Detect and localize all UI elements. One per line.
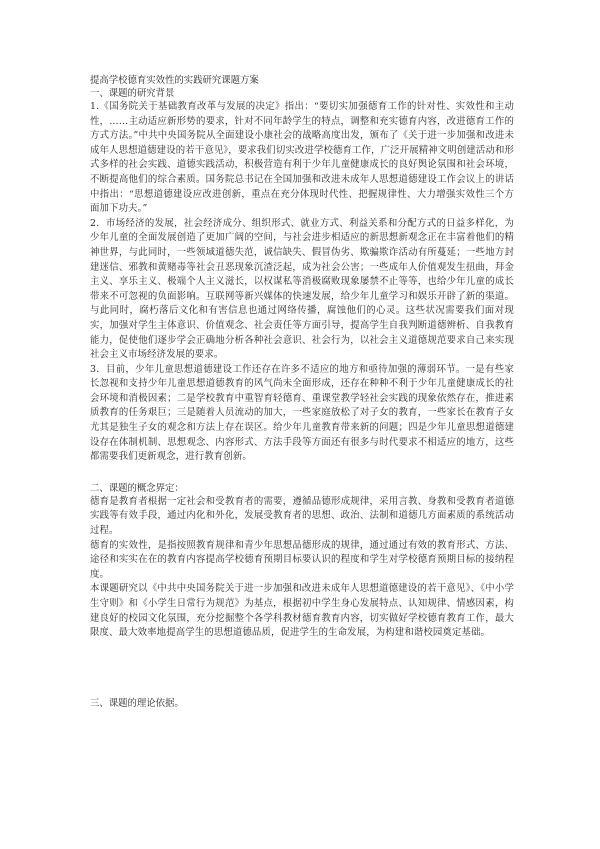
section-1-paragraph-2: 2．市场经济的发展，社会经济成分、组织形式、就业方式、利益关系和分配方式的日益多样化，为少年儿童的全面发展创造了更加广阔的空间，与社会进步相适应的新思想新观念正在丰富着他们的精神世界，与此同时，一些领域道德失范，诚信缺失、假冒伪劣、欺骗欺诈活动有所蔓延；一些地方封建迷信、邪教和黄赌毒等社会丑恶现象沉渣泛起，成为社会公害；一些成年人价值观发生扭曲，拜金主义、享乐主义、极端个人主义滋长，以权谋私等消极腐败现象屡禁不止等等，也给少年儿童的成长带来不可忽视的负面影响。互联网等新兴媒体的快速发展，给少年儿童学习和娱乐开辟了新的渠道。与此同时，腐朽落后文化和有害信息也通过网络传播，腐蚀他们的心灵。这些状况需要我们面对现实，加强对学生主体意识、价值观念、社会责任等方面引导，提高学生自我判断道德辨析、自我教育能力，促使他们逐步学会正确地分析各种社会意识、社会行为，以社会主义道德规范要求自己来实现社会主义市场经济发展的要求。 bbox=[90, 217, 514, 361]
section-3-heading: 三、课题的理论依据。 bbox=[90, 697, 184, 709]
section-2-paragraph-3: 本课题研究以《中共中央国务院关于进一步加强和改进未成年人思想道德建设的若干意见》、《中小学生守则》和《小学生日常行为规范》为基点，根据初中学生身心发展特点、认知规律、情感因素，构建良好的校园文化氛围，充分挖掘整个各学科教材德育教育内容，切实做好学校德育教育工作，最大限度、最大效率地提高学生的思想道德品质，促进学生的生命发展，为构建和谐校园奠定基础。 bbox=[90, 583, 514, 639]
section-2-paragraph-1: 德育是教育者根据一定社会和受教育者的需要，遵循品德形成规律，采用言教、身教和受教育者道德实践等有效手段，通过内化和外化，发展受教育者的思想、政治、法制和道德几方面素质的系统活动过程。 bbox=[90, 495, 514, 537]
section-1-paragraph-1: 1.《国务院关于基础教育改革与发展的决定》指出：“要切实加强德育工作的针对性、实效性和主动性，……主动适应新形势的要求，针对不同年龄学生的特点，调整和充实德育内容，改进德育工作的方式方法。”中共中央国务院从全面建设小康社会的战略高度出发，颁布了《关于进一步加强和改进未成年人思想道德建设的若干意见》，要求我们切实改进学校德育工作，广泛开展精神文明创建活动和形式多样的社会实践、道德实践活动，积极营造有利于少年儿童健康成长的良好舆论氛围和社会环境，不断提高他们的综合素质。国务院总书记在全国加强和改进未成年人思想道德建设工作会议上的讲话中指出：“思想道德建设应改进创新，重点在充分体现时代性、把握规律性、大力增强实效性三个方面加下功夫。” bbox=[90, 101, 514, 215]
section-2-heading: 二、课题的概念界定： bbox=[90, 482, 184, 494]
section-2-paragraph-2: 德育的实效性，是指按照教育规律和青少年思想品德形成的规律，通过通过有效的教育形式、方法、途径和实实在在的教育内容提高学校德育预期目标要认识的程度和学生对学校德育预期目标的接纳程度。 bbox=[90, 539, 514, 580]
section-1-heading: 一、课题的研究背景 bbox=[90, 88, 175, 99]
spacer bbox=[90, 641, 514, 697]
section-1-paragraph-3: 3．目前，少年儿童思想道德建设工作还存在许多不适应的地方和亟待加强的薄弱环节。一是有些家长忽视和支持少年儿童思想道德教育的风气尚未全面形成，还存在种种不利于少年儿童健康成长的社会环境和消极因素；二是学校教育中重智育轻德育、重课堂教学轻社会实践的现象依然存在，推进素质教育的任务艰巨；三是随着人员流动的加大，一些家庭放松了对子女的教育，一些家长在教育子女尤其是独生子女的观念和方法上存在误区。给少年儿童教育带来新的问题；四是少年儿童思想道德建设存在体制机制、思想观念、内容形式、方法手段等方面还有很多与时代要求不相适应的地方，这些都需要我们更新观念，进行教育创新。 bbox=[90, 363, 514, 463]
spacer bbox=[90, 465, 514, 482]
document-title: 提高学校德育实效性的实践研究课题方案 bbox=[90, 75, 259, 86]
